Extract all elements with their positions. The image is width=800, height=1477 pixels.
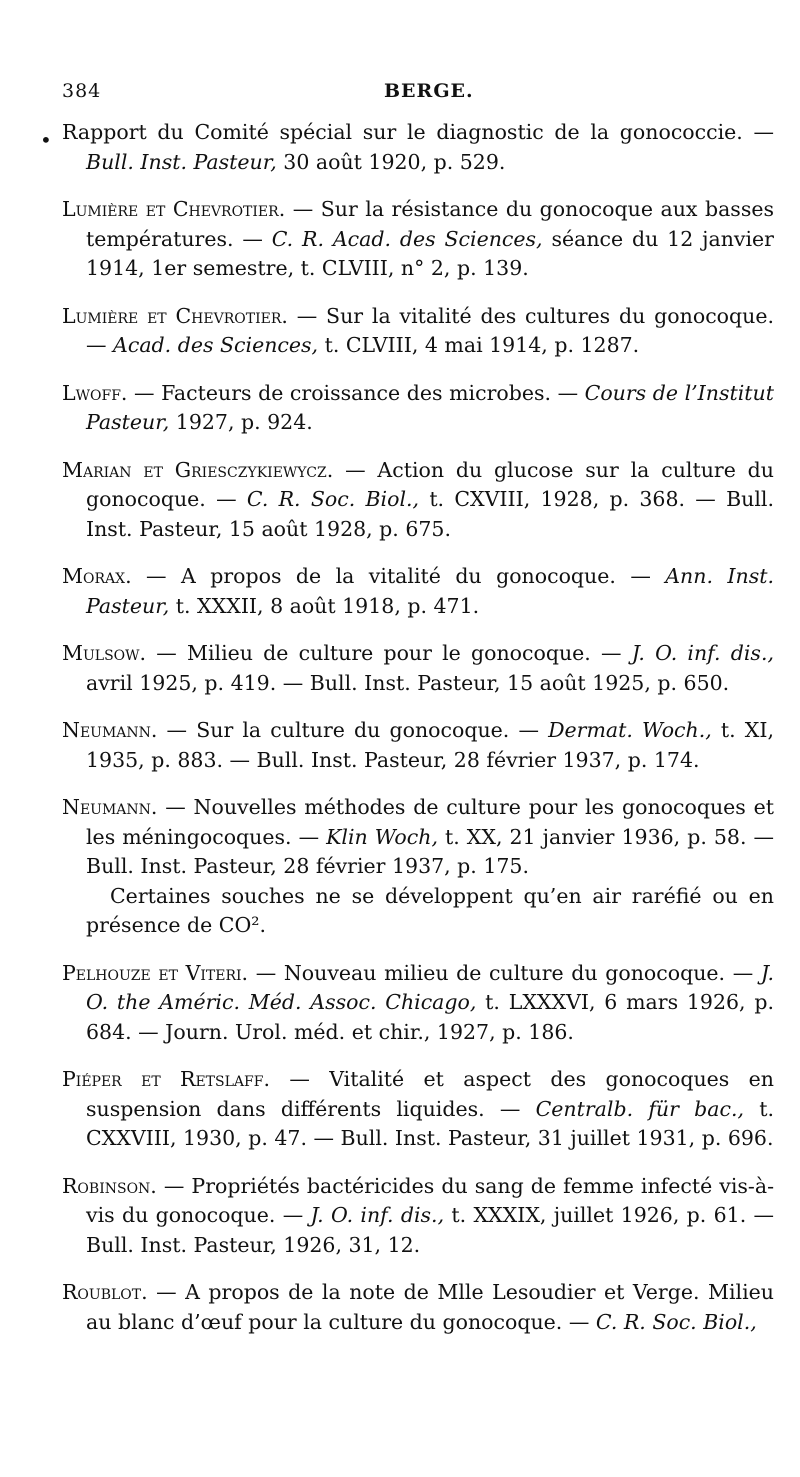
entry-authors: Marian et Griesczykiewycz. xyxy=(62,457,334,482)
entry-authors: Robinson. xyxy=(62,1173,157,1198)
entry-authors: Piéper et Retslaff. xyxy=(62,1067,270,1091)
entry-citation: C. R. Soc. Biol., xyxy=(246,487,420,511)
entry-details: t. XI, 1935, p. 883. — Bull. Inst. Pasteur, 28 février 1937, p. 174. xyxy=(86,718,775,772)
entry-details: 30 août 1920, p. 529. xyxy=(276,149,506,174)
entry-details: avril 1925, p. 419. — Bull. Inst. Pasteur, 15 août 1925, p. 650. xyxy=(86,670,730,695)
entry-citation: Bull. Inst. Pasteur, xyxy=(86,149,277,174)
entry-title: — A propos de la vitalité du gonocoque. — xyxy=(131,564,666,588)
entry-authors: Roublot. xyxy=(62,1280,148,1304)
entry-citation: Dermat. Woch., xyxy=(548,718,712,742)
entry-details: t. LXXXVI, 6 mars 1926, p. 684. — Journ. Urol. méd. et chir., 1927, p. 186. xyxy=(86,990,774,1044)
entry-citation: Cours de l’Institut Pasteur, xyxy=(86,380,774,434)
entry-title: — Vitalité et aspect des gonocoques en suspension dans différents liquides. — xyxy=(86,1067,774,1121)
entry-citation: J. O. inf. dis., xyxy=(310,1203,445,1227)
entry-authors: Morax. xyxy=(62,564,132,588)
entry-title: Rapport du Comité spécial sur le diagnostic de la gonococcie. — xyxy=(62,120,774,144)
bibliography-list xyxy=(62,118,774,1355)
entry-citation: J. O. inf. dis., xyxy=(631,641,774,665)
entry-authors: Pelhouze et Viteri. xyxy=(62,960,249,985)
entry-title: — Propriétés bactéricides du sang de femme infecté vis-à-vis du gonocoque. — xyxy=(86,1173,774,1227)
entry-citation: J. O. the Améric. Méd. Assoc. Chicago, xyxy=(86,960,774,1014)
bibliography-entry xyxy=(62,195,774,284)
entry-citation: Klin Woch, xyxy=(326,824,438,849)
entry-authors: Lumière et Chevrotier. xyxy=(62,197,286,221)
entry-authors: Neumann. xyxy=(62,718,158,742)
entry-details: 1927, p. 924. xyxy=(169,410,313,434)
entry-details: t. CXXVIII, 1930, p. 47. — Bull. Inst. Pasteur, 31 juillet 1931, p. 696. xyxy=(86,1096,774,1150)
bibliography-entry xyxy=(62,959,774,1048)
entry-authors: Lwoff. xyxy=(62,380,128,405)
margin-dot: • xyxy=(40,128,52,152)
entry-title: — Milieu de culture pour le gonocoque. — xyxy=(146,641,632,665)
entry-authors: Lumière et Chevrotier. xyxy=(62,303,288,328)
entry-citation: C. R. Acad. des Sciences, xyxy=(271,226,543,251)
entry-title: — A propos de la note de Mlle Lesoudier et Verge. Milieu au blanc d’œuf pour la culture du gonocoque. — xyxy=(86,1280,774,1334)
entry-title: — Action du glucose sur la culture du gonocoque. — xyxy=(86,457,774,511)
entry-note: Certaines souches ne se développent qu’en air raréfié ou en présence de CO². xyxy=(86,883,774,937)
entry-citation: Centralb. für bac., xyxy=(535,1096,744,1121)
bibliography-entry xyxy=(62,456,774,545)
bibliography-entry xyxy=(62,793,774,941)
entry-citation: C. R. Soc. Biol., xyxy=(595,1309,757,1334)
entry-title: — Facteurs de croissance des microbes. — xyxy=(127,380,585,405)
entry-details: séance du 12 janvier 1914, 1er semestre, t. CLVIII, n° 2, p. 139. xyxy=(86,226,774,280)
bibliography-entry xyxy=(62,1065,774,1154)
entry-details: t. XXXIX, juillet 1926, p. 61. — Bull. Inst. Pasteur, 1926, 31, 12. xyxy=(86,1203,775,1257)
page-number: 384 xyxy=(62,80,102,102)
entry-details: t. XXXII, 8 août 1918, p. 471. xyxy=(169,593,480,618)
entry-citation: Acad. des Sciences, xyxy=(113,333,319,357)
running-head: BERGE. xyxy=(384,80,474,102)
bibliography-entry xyxy=(62,1278,774,1337)
bibliography-entry xyxy=(62,716,774,775)
entry-title: — Sur la vitalité des cultures du gonocoque. — xyxy=(86,303,774,357)
bibliography-entry xyxy=(62,379,774,438)
bibliography-entry xyxy=(62,118,774,177)
entry-citation: Ann. Inst. Pasteur, xyxy=(86,564,774,618)
entry-authors: Mulsow. xyxy=(62,641,147,665)
entry-title: — Nouveau milieu de culture du gonocoque. — xyxy=(248,960,761,985)
entry-title: — Sur la résistance du gonocoque aux basses températures. — xyxy=(86,197,774,251)
entry-details: t. XX, 21 janvier 1936, p. 58. — Bull. Inst. Pasteur, 28 février 1937, p. 175. xyxy=(86,824,774,878)
entry-title: — Nouvelles méthodes de culture pour les gonocoques et les méningocoques. — xyxy=(86,795,774,849)
entry-details: t. CXVIII, 1928, p. 368. — Bull. Inst. Pasteur, 15 août 1928, p. 675. xyxy=(86,487,774,541)
bibliography-entry xyxy=(62,639,774,698)
bibliography-entry xyxy=(62,302,774,361)
entry-authors: Neumann. xyxy=(62,795,158,819)
bibliography-entry xyxy=(62,562,774,621)
page-header xyxy=(62,80,760,108)
bibliography-entry xyxy=(62,1172,774,1261)
entry-title: — Sur la culture du gonocoque. — xyxy=(157,718,549,742)
entry-details: t. CLVIII, 4 mai 1914, p. 1287. xyxy=(318,333,640,357)
